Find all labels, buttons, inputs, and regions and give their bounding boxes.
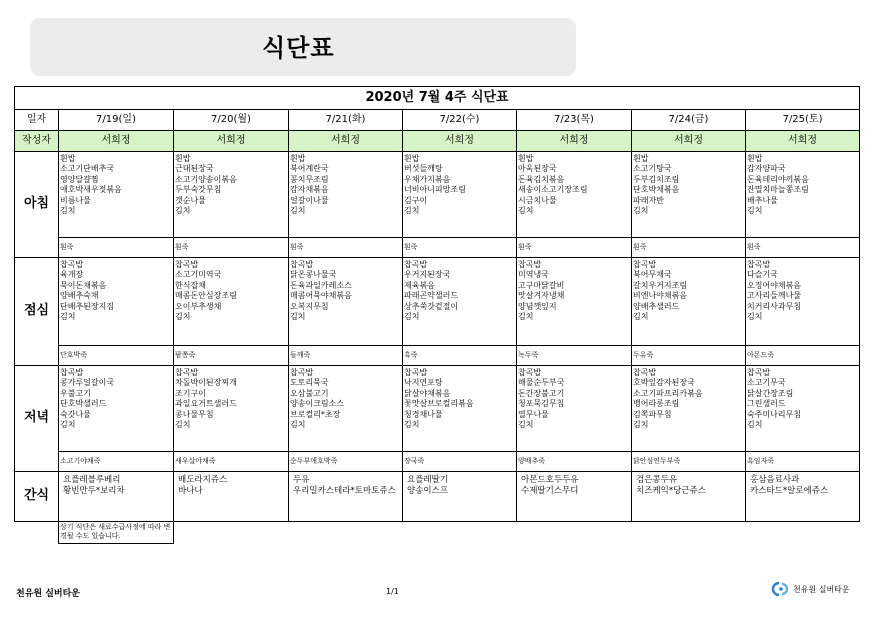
menu-item: 흰밥 [175,154,191,163]
menu-item: 오복지무침 [290,301,329,311]
menu-item: 김치 [175,420,191,430]
menu-item: 맛살겨자냉채 [518,291,565,301]
menu-item: 흰밥 [290,154,306,163]
menu-item: 뱅어라롱조림 [633,399,680,409]
menu-item: 김치 [404,312,420,322]
menu-item: 두부숙갓무침 [175,185,222,195]
breakfast-porridge-row [15,238,860,258]
menu-item: 배도라지쥬스 [178,475,228,485]
menu-item: 양송이크림소스 [290,399,345,409]
menu-item: 양배추숙채 [60,291,99,301]
menu-item: 낙지연포탕 [404,378,443,388]
menu-item: 소고기단배추국 [60,164,115,174]
date-cell: 7/20(월) [174,110,289,131]
menu-item: 아욱된장국 [518,164,557,174]
menu-item: 단배추된장지짐 [60,301,115,311]
snack-label: 간식 [15,472,59,522]
menu-item: 도토리묵국 [290,378,329,388]
porridge-cell: 흑죽 [403,346,517,366]
menu-item: 양배추샐러드 [633,301,680,311]
porridge-cell: 두유죽 [632,346,746,366]
snack-row [15,472,860,522]
menu-item: 흰밥 [404,154,420,163]
menu-item: 제육볶음 [404,280,435,290]
menu-item: 얼갈이나물 [290,195,329,205]
porridge-cell: 흰죽 [289,238,403,258]
menu-item: 차돌박이된장찌개 [175,378,237,388]
menu-item: 북어계란국 [290,164,329,174]
author-cell: 서희정 [59,131,174,152]
menu-item: 배추나물 [747,195,778,205]
porridge-cell: 장국죽 [403,452,517,472]
menu-item: 김치 [404,206,420,216]
menu-cell [746,366,860,452]
menu-item: 고구마닭갈비 [518,280,565,290]
porridge-cell: 흰죽 [174,238,289,258]
porridge-cell: 단호박죽 [59,346,174,366]
menu-item: 감자양파국 [747,164,786,174]
menu-item: 두부김치조림 [633,174,680,184]
menu-item: 김치 [175,312,191,322]
menu-item: 김치 [60,420,76,430]
menu-cell [403,366,517,452]
menu-item: 매콤돈안심장조림 [175,291,237,301]
menu-item: 김치 [747,420,763,430]
menu-item: 오이부추생채 [175,301,222,311]
menu-item: 소고기무국 [747,378,786,388]
menu-item: 김치 [404,420,420,430]
date-cell: 7/21(화) [289,110,403,131]
menu-item: 청경채나물 [404,409,443,419]
menu-item: 우불고기 [60,388,91,398]
menu-item: 돈육과일카레소스 [290,280,352,290]
logo-icon [771,581,791,597]
menu-item: 흰밥 [747,154,763,163]
porridge-cell: 흰죽 [59,238,174,258]
menu-cell [632,152,746,238]
menu-item: 청포묵김무침 [518,399,565,409]
menu-cell [289,258,403,346]
porridge-cell: 흰죽 [517,238,632,258]
menu-item: 너비아니피망조림 [404,185,466,195]
date-cell: 7/24(금) [632,110,746,131]
date-cell: 7/22(수) [403,110,517,131]
lunch-row [15,258,860,346]
menu-cell [517,366,632,452]
menu-cell [746,258,860,346]
menu-item: 홍삼음료사과 [750,475,800,485]
page-title: 식단표 [262,34,335,62]
menu-item: 김치 [290,312,306,322]
menu-item: 김치 [747,206,763,216]
menu-item: 갯순나물 [175,195,206,205]
menu-item: 시금치나물 [518,195,557,205]
menu-item: 김치 [633,206,649,216]
menu-item: 김치 [518,420,534,430]
menu-item: 김치 [60,312,76,322]
date-row [15,110,860,131]
note-spacer [15,522,59,544]
logo-text: 천유원 실버타운 [793,584,850,594]
menu-item: 흰밥 [518,154,534,163]
menu-item: 잔멸치마늘쫑조림 [747,185,809,195]
page-number: 1/1 [386,587,399,596]
menu-item: 매콤어묵야채볶음 [290,291,352,301]
menu-item: 바나나 [178,486,203,496]
menu-item: 묵이돈채볶음 [60,280,107,290]
menu-cell [632,366,746,452]
menu-item: 콩나물무침 [175,409,214,419]
snack-cell [289,472,403,522]
author-cell: 서희정 [289,131,403,152]
breakfast-row [15,152,860,238]
porridge-cell: 새우살야채죽 [174,452,289,472]
menu-item: 치즈케익*당근쥬스 [636,486,706,496]
author-cell: 서희정 [632,131,746,152]
porridge-cell: 흰죽 [632,238,746,258]
menu-item: 찹곡밥 [747,260,771,269]
menu-cell [403,258,517,346]
snack-cell [403,472,517,522]
menu-item: 치커리사과무침 [747,301,802,311]
menu-item: 단호박샐러드 [60,399,107,409]
menu-item: 돈육데리야끼볶음 [747,174,809,184]
menu-item: 소고기미역국 [175,270,222,280]
dinner-label: 저녁 [15,366,59,472]
menu-item: 단호박채볶음 [633,185,680,195]
note-spacer [289,522,403,544]
menu-item: 한식잡채 [175,280,206,290]
menu-item: 김치 [633,420,649,430]
porridge-cell: 녹두죽 [517,346,632,366]
porridge-cell: 양배추죽 [517,452,632,472]
menu-item: 양송이스프 [407,486,449,496]
menu-item: 찹곡밥 [633,368,657,377]
porridge-cell: 들깨죽 [289,346,403,366]
menu-item: 찹곡밥 [290,368,314,377]
menu-cell [289,366,403,452]
menu-item: 찹곡밥 [175,260,199,269]
menu-item: 찹곡밥 [404,368,428,377]
menu-item: 상추쑥갓겉절이 [404,301,459,311]
menu-item: 김치 [633,312,649,322]
menu-item: 비름나물 [60,195,91,205]
porridge-cell: 닭안심연두부죽 [632,452,746,472]
porridge-cell: 소고기야채죽 [59,452,174,472]
breakfast-label: 아침 [15,152,59,258]
menu-item: 호박잎감자된장국 [633,378,695,388]
menu-item: 두유 [293,475,310,485]
menu-item: 찹곡밥 [518,368,542,377]
menu-item: 꽃맛살브로컬리볶음 [404,399,474,409]
menu-item: 근대된장국 [175,164,214,174]
menu-item: 찹곡밥 [60,368,84,377]
menu-item: 찹곡밥 [60,260,84,269]
menu-item: 요플레블루베리 [63,475,121,485]
snack-cell [517,472,632,522]
author-cell: 서희정 [403,131,517,152]
menu-item: 조기구이 [175,388,206,398]
menu-item: 영양달걀찜 [60,174,99,184]
menu-cell [59,152,174,238]
lunch-porridge-row [15,346,860,366]
menu-table [14,86,860,544]
menu-item: 찹곡밥 [404,260,428,269]
menu-item: 김치 [518,206,534,216]
lunch-label: 점심 [15,258,59,366]
note-spacer [517,522,632,544]
menu-item: 닭온콩나물국 [290,270,337,280]
snack-cell [632,472,746,522]
menu-item: 해물순두부국 [518,378,565,388]
menu-item: 육개장 [60,270,84,280]
menu-item: 비엔나야채볶음 [633,291,688,301]
menu-item: 소고기양송이볶음 [175,174,237,184]
porridge-cell: 아몬드죽 [746,346,860,366]
menu-cell [517,258,632,346]
menu-item: 돈육김치볶음 [518,174,565,184]
menu-item: 애호박새우젓볶음 [60,185,122,195]
menu-item: 닭살간장조림 [747,388,794,398]
menu-item: 김쪽파무침 [633,409,672,419]
title-box [30,18,576,76]
dinner-porridge-row [15,452,860,472]
menu-item: 소고기탕국 [633,164,672,174]
menu-item: 요플레딸기 [407,475,449,485]
table-banner: 2020년 7월 4주 식단표 [15,87,860,110]
menu-item: 아몬드호두두유 [521,475,579,485]
menu-cell [174,258,289,346]
menu-cell [403,152,517,238]
menu-item: 수제딸기스무디 [521,486,579,496]
menu-item: 김치 [290,420,306,430]
menu-cell [289,152,403,238]
snack-cell [746,472,860,522]
menu-item: 우리밀카스테라*토마토쥬스 [293,486,396,496]
note-spacer [632,522,746,544]
snack-cell [174,472,289,522]
date-cell: 7/23(목) [517,110,632,131]
menu-item: 김구이 [404,195,428,205]
author-cell: 서희정 [517,131,632,152]
date-label: 일자 [15,110,59,131]
menu-item: 갈치우거지조림 [633,280,688,290]
porridge-cell: 흑임자죽 [746,452,860,472]
footer-org: 천유원 실버타운 [16,589,80,599]
author-row [15,131,860,152]
menu-item: 다슬기국 [747,270,778,280]
note-row [15,522,860,544]
menu-item: 브로컬리*초장 [290,409,341,419]
menu-item: 김치 [518,312,534,322]
menu-item: 김치 [60,206,76,216]
menu-item: 숙주미나리무침 [747,409,802,419]
menu-cell [746,152,860,238]
menu-item: 우거지된장국 [404,270,451,280]
menu-cell [59,258,174,346]
porridge-cell: 순두부애호박죽 [289,452,403,472]
menu-cell [174,152,289,238]
menu-cell [59,366,174,452]
author-cell: 서희정 [174,131,289,152]
menu-item: 파래곤약샐러드 [404,291,459,301]
menu-item: 파래자반 [633,195,664,205]
menu-cell [517,152,632,238]
menu-item: 검은콩두유 [636,475,678,485]
menu-item: 닭살야채볶음 [404,388,451,398]
menu-item: 김치 [747,312,763,322]
menu-cell [632,258,746,346]
menu-note: 상기 식단은 새료수급사정에 따라 변경될 수도 있습니다. [59,522,174,544]
note-spacer [403,522,517,544]
date-cell: 7/19(일) [59,110,174,131]
menu-item: 북어무채국 [633,270,672,280]
menu-item: 찹곡밥 [290,260,314,269]
menu-item: 찹곡밥 [518,260,542,269]
porridge-cell: 팥쫑죽 [174,346,289,366]
menu-item: 양념깻잎지 [518,301,557,311]
menu-item: 찹곡밥 [747,368,771,377]
date-cell: 7/25(토) [746,110,860,131]
note-spacer [746,522,860,544]
menu-item: 카스타드*알로에쥬스 [750,486,829,496]
author-label: 작성자 [15,131,59,152]
menu-item: 버섯들깨탕 [404,164,443,174]
menu-item: 오삼불고기 [290,388,329,398]
menu-item: 감자채볶음 [290,185,329,195]
menu-item: 그린샐러드 [747,399,786,409]
menu-item: 소고기파프리카볶음 [633,388,703,398]
menu-item: 흰밥 [633,154,649,163]
menu-item: 숙갓나물 [60,409,91,419]
menu-item: 꽁치무조림 [290,174,329,184]
menu-item: 흰밥 [60,154,76,163]
note-spacer [174,522,289,544]
menu-cell [174,366,289,452]
menu-item: 오징어야채볶음 [747,280,802,290]
menu-item: 새송이소고기장조림 [518,185,588,195]
menu-item: 돈간장불고기 [518,388,565,398]
snack-cell [59,472,174,522]
menu-item: 고사리들깨나물 [747,291,802,301]
menu-item: 미역냉국 [518,270,549,280]
menu-item: 콩가루얼갈이국 [60,378,115,388]
porridge-cell: 흰죽 [746,238,860,258]
menu-item: 우채가지볶음 [404,174,451,184]
dinner-row [15,366,860,452]
menu-item: 찹곡밥 [175,368,199,377]
menu-item: 김치 [290,206,306,216]
menu-item: 김치 [175,206,191,216]
menu-item: 찹곡밥 [633,260,657,269]
menu-item: 황빈만두*보리차 [63,486,125,496]
author-cell: 서희정 [746,131,860,152]
menu-item: 열무나물 [518,409,549,419]
porridge-cell: 흰죽 [403,238,517,258]
menu-item: 과일요거트샐러드 [175,399,237,409]
footer-logo [771,581,850,597]
